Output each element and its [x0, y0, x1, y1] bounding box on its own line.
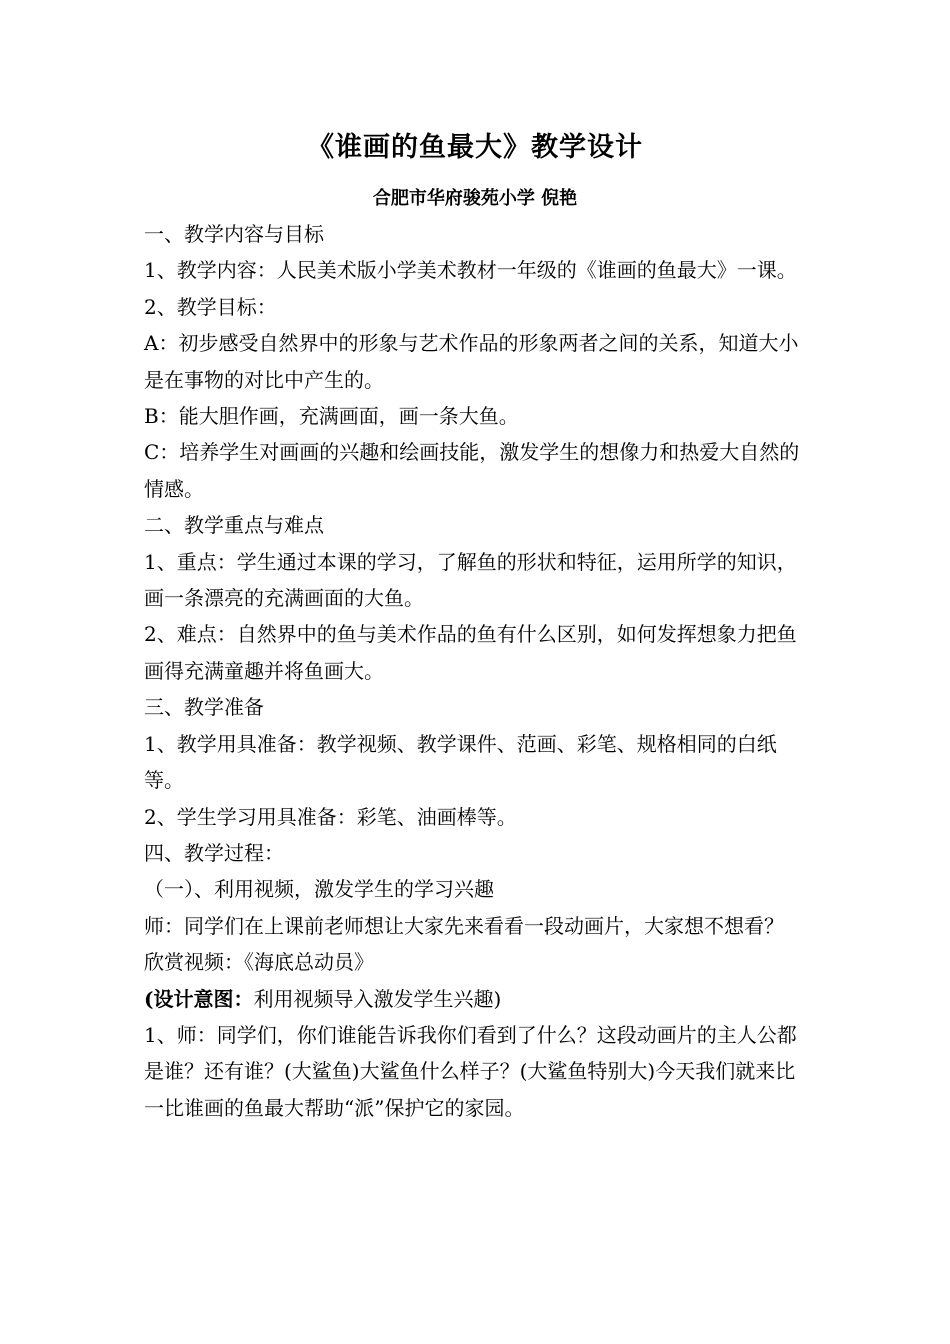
paragraph-design-note: [144, 981, 810, 1017]
design-note-open: (: [144, 986, 154, 1011]
section-heading-key-points: 二、教学重点与难点: [144, 513, 324, 538]
paragraph-teaching-content: 1、教学内容：人民美术版小学美术教材一年级的《谁画的鱼最大》一课。: [144, 258, 797, 283]
document-author: 合肥市华府骏苑小学 倪艳: [372, 188, 578, 209]
paragraph-student-materials: 2、学生学习用具准备：彩笔、油画棒等。: [144, 804, 517, 829]
paragraph-goal-b: B：能大胆作画，充满画面，画一条大鱼。: [144, 404, 519, 429]
design-note-text: 利用视频导入激发学生兴趣): [253, 986, 502, 1011]
paragraph-step-one: （一）、利用视频，激发学生的学习兴趣: [144, 877, 494, 902]
paragraph-teacher-intro: 师：同学们在上课前老师想让大家先来看看一段动画片，大家想不想看？: [144, 913, 784, 938]
section-heading-process: 四、教学过程：: [144, 840, 284, 865]
paragraph-teacher-question: 1、师：同学们，你们谁能告诉我你们看到了什么？这段动画片的主人公都是谁？还有谁？(大鲨鱼)大鲨鱼什么样子？(大鲨鱼特别大)今天我们就来比一比谁画的鱼最大帮助“派”保护它的家园。: [144, 1022, 797, 1120]
paragraph-goal-c: C：培养学生对画画的兴趣和绘画技能，激发学生的想像力和热爱大自然的情感。: [144, 440, 800, 501]
paragraph-difficulty: 2、难点：自然界中的鱼与美术作品的鱼有什么区别，如何发挥想象力把鱼画得充满童趣并将鱼画大。: [144, 622, 797, 683]
design-note-label: 设计意图：: [153, 986, 254, 1011]
section-heading-preparation: 三、教学准备: [144, 695, 264, 720]
paragraph-key-point: 1、重点：学生通过本课的学习，了解鱼的形状和特征，运用所学的知识，画一条漂亮的充满画面的大鱼。: [144, 549, 797, 611]
paragraph-teaching-goals: 2、教学目标：: [144, 294, 277, 319]
section-heading-content-goals: 一、教学内容与目标: [144, 222, 324, 246]
paragraph-teacher-materials: 1、教学用具准备：教学视频、教学课件、范画、彩笔、规格相同的白纸等。: [144, 731, 777, 793]
document-body: [144, 216, 810, 1126]
paragraph-goal-a: A：初步感受自然界中的形象与艺术作品的形象两者之间的关系，知道大小是在事物的对比中产生的。: [144, 331, 799, 392]
paragraph-video: 欣赏视频：《海底总动员》: [144, 950, 374, 975]
document-title: 《谁画的鱼最大》教学设计: [307, 132, 643, 163]
